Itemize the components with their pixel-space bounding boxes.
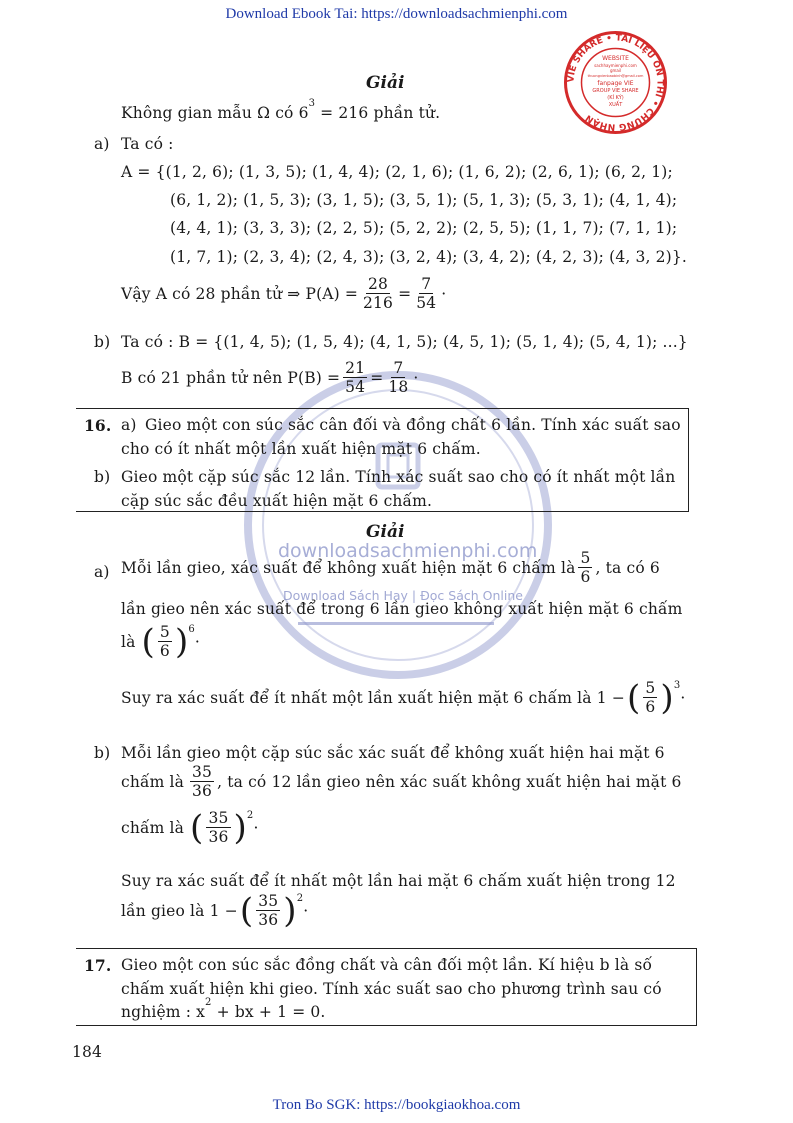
problem-17-line-3: nghiệm : $x^2$ + bx + 1 = 0. (121, 997, 326, 1022)
sol16-a-line-4: Suy ra xác suất để ít nhất một lần xuất hiện mặt 6 chấm là 1 − ( $\frac{5}{6}$ ) 3 · (121, 677, 686, 718)
sol16-a-line-1: Mỗi lần gieo, xác suất để không xuất hiện mặt 6 chấm là $\frac{5}{6}$ , ta có 6 (121, 549, 660, 587)
part-b-label: b) (94, 333, 111, 351)
set-a-line-4: (1, 7, 1); (2, 3, 4); (2, 4, 3); (3, 2, 4); (3, 4, 2); (4, 2, 3); (4, 3, 2)}. (170, 248, 687, 266)
sol16-b-line-3: chấm là ( $\frac{35}{36}$ ) 2 · (121, 807, 259, 848)
problem-16-b-label: b) (94, 468, 111, 486)
sol16-b-line-4: Suy ra xác suất để ít nhất một lần hai mặt 6 chấm xuất hiện trong 12 (121, 872, 676, 890)
problem-16-b-line-2: cặp súc sắc đều xuất hiện mặt 6 chấm. (121, 492, 433, 510)
header-download-link[interactable]: Download Ebook Tai: https://downloadsachmienphi.com (225, 6, 568, 22)
set-b-line: Ta có : B = {(1, 4, 5); (1, 5, 4); (4, 1, 5); (4, 5, 1); (5, 1, 4); (5, 4, 1); ...} (121, 333, 688, 351)
svg-text:WEBSITE: WEBSITE (602, 55, 629, 62)
sol16-b-line-2: chấm là $\frac{35}{36}$ , ta có 12 lần gieo nên xác suất không xuất hiện hai mặt 6 (121, 763, 682, 801)
prob-b-result: B có 21 phần tử nên P(B) = $\frac{21}{54}$ = $\frac{7}{18}$ · (121, 359, 419, 397)
red-stamp (563, 30, 668, 135)
sol16-b-label: b) (94, 744, 111, 762)
prob-a-result: Vậy A có 28 phần tử ⇒ P(A) = $\frac{28}{216}$ = $\frac{7}{54}$ · (121, 275, 447, 313)
problem-16-a-label: a) (121, 416, 137, 434)
part-a-intro: Ta có : (121, 135, 174, 153)
svg-text:thuongvienbaobinh@gmail.com: thuongvienbaobinh@gmail.com (587, 74, 644, 78)
sol16-b-line-1: Mỗi lần gieo một cặp súc sắc xác suất để không xuất hiện hai mặt 6 (121, 744, 665, 762)
sol16-b-line-5: lần gieo là 1 − ( $\frac{35}{36}$ ) 2 · (121, 890, 309, 931)
watermark-site: downloadsachmienphi.com (278, 540, 538, 562)
watermark-tagline: Download Sách Hay | Đọc Sách Online (283, 588, 523, 603)
problem-16-a-line-1: Gieo một con súc sắc cân đối và đồng chất 6 lần. Tính xác suất sao (145, 416, 681, 434)
problem-17-number: 17. (84, 956, 112, 975)
svg-text:fanpage VIE: fanpage VIE (597, 80, 634, 87)
set-a-line-1: A = {(1, 2, 6); (1, 3, 5); (1, 4, 4); (2, 1, 6); (1, 6, 2); (2, 6, 1); (6, 2, 1); (121, 163, 673, 181)
set-a-line-3: (4, 4, 1); (3, 3, 3); (2, 2, 5); (5, 2, 2); (2, 5, 5); (1, 1, 7); (7, 1, 1); (170, 219, 678, 237)
stamp-ring-text: VIE SHARE • TÀI LIỆU ÔN THI • CHỨNG NHẬN (566, 33, 665, 132)
footer-download-link[interactable]: Tron Bo SGK: https://bookgiaokhoa.com (272, 1097, 521, 1113)
sol16-a-line-2: lần gieo nên xác suất để trong 6 lần gieo không xuất hiện mặt 6 chấm (121, 600, 683, 618)
watermark-bar (298, 622, 494, 625)
problem-17-line-2: chấm xuất hiện khi gieo. Tính xác suất sao cho phương trình sau có (121, 980, 662, 998)
sol16-a-line-3: là ( $\frac{5}{6}$ ) 6 · (121, 621, 200, 662)
problem-17-line-1: Gieo một con súc sắc đồng chất và cân đối một lần. Kí hiệu b là số (121, 956, 653, 974)
svg-text:gmail: gmail (609, 68, 622, 73)
problem-16-a-line-2: cho có ít nhất một lần xuất hiện mặt 6 chấm. (121, 440, 481, 458)
part-a-label: a) (94, 135, 110, 153)
svg-text:(KÍ KÝ): (KÍ KÝ) (607, 95, 624, 101)
problem-16-number: 16. (84, 416, 112, 435)
solution-16-heading: Giải (366, 522, 405, 542)
solution-heading: Giải (366, 73, 405, 93)
set-a-line-2: (6, 1, 2); (1, 5, 3); (3, 1, 5); (3, 5, 1); (5, 1, 3); (5, 3, 1); (4, 1, 4); (170, 191, 678, 209)
problem-16-b-line-1: Gieo một cặp súc sắc 12 lần. Tính xác suất sao cho có ít nhất một lần (121, 468, 676, 486)
sol16-a-label: a) (94, 563, 110, 581)
svg-text:GROUP VIE SHARE: GROUP VIE SHARE (592, 88, 639, 94)
stamp-seal-icon (563, 30, 668, 135)
sample-space-line: Không gian mẫu Ω có $6^3 = 216$ phần tử. (121, 98, 441, 123)
svg-text:sachhaymienphi.com: sachhaymienphi.com (594, 63, 637, 68)
page-number: 184 (72, 1043, 103, 1061)
svg-text:XUẤT: XUẤT (608, 102, 623, 108)
